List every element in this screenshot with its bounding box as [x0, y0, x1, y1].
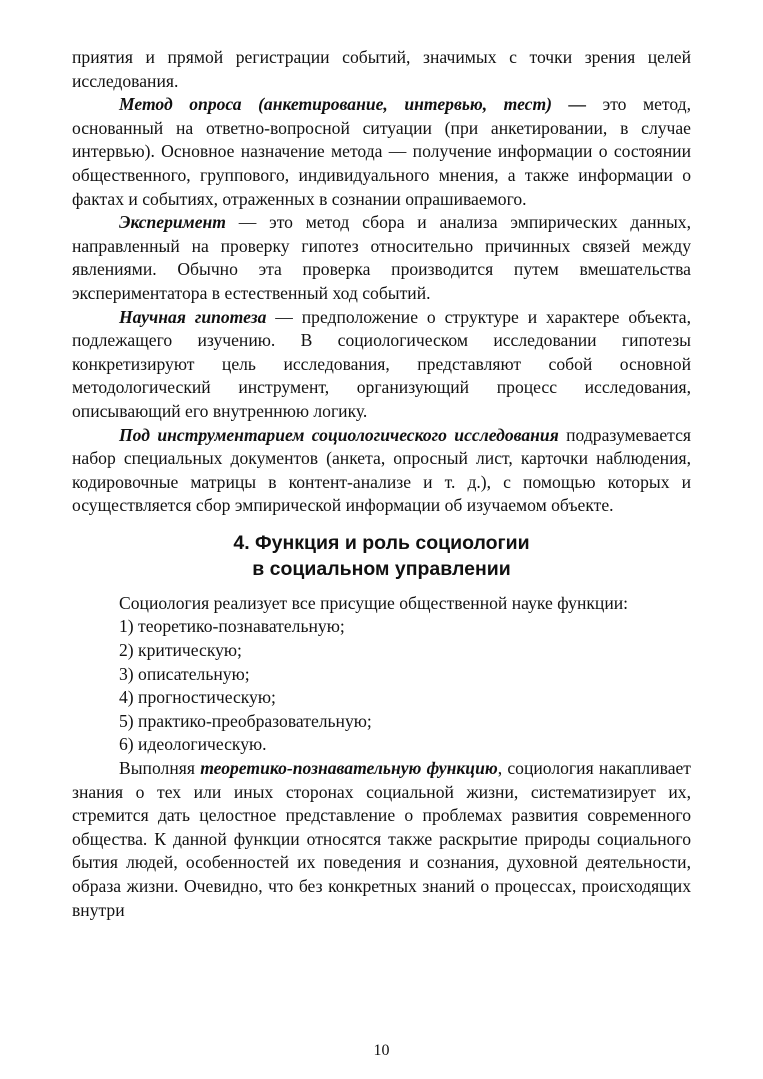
toolkit-paragraph [72, 424, 691, 518]
theory-function-paragraph [72, 757, 691, 922]
page-number: 10 [373, 1042, 390, 1059]
hypothesis-paragraph [72, 306, 691, 424]
survey-method-text: это метод, основанный на ответно-вопросной ситуации (при анкетировании, в случае интервью). Основное назначение метода — получение информации о состоянии общественного, группового, индивидуального мнения, а также информации о фактах и событиях, отраженных в сознании опрашиваемого. [72, 94, 692, 209]
hypothesis-term: Научная гипотеза [119, 306, 267, 327]
functions-intro-paragraph: Социология реализует все присущие общественной науке функции: [119, 592, 629, 613]
list-item: 6) идеологическую. [119, 734, 267, 755]
list-item: 4) прогностическую; [119, 687, 276, 708]
experiment-term: Эксперимент [119, 212, 226, 233]
experiment-text: — это метод сбора и анализа эмпирических данных, направленный на проверку гипотез относительно причинных связей между явлениями. Обычно эта проверка производится путем вмешательства экспериментатора в естественный ход событий. [72, 212, 691, 303]
list-item: 2) критическую; [119, 640, 242, 661]
theory-function-lead: Выполняя [119, 758, 201, 779]
section-title-line1: 4. Функция и роль социологии [233, 531, 530, 554]
toolkit-term: Под инструментарием социологического исследования [119, 424, 559, 445]
list-item: 1) теоретико-познавательную; [119, 616, 345, 637]
page-body [72, 46, 691, 922]
list-item: 3) описательную; [119, 663, 250, 684]
theory-function-text: , социология накапливает знания о тех или иных сторонах социальной жизни, систематизирует их, стремится дать целостное представление о проблемах развития современного общества. К данной функции относятся также раскрытие природы социального бытия людей, особенностей их поведения и сознания, духовной деятельности, образа жизни. Очевидно, что без конкретных знаний о процессах, происходящих внутри [72, 758, 691, 920]
section-title-line2: в социальном управлении [252, 557, 511, 580]
functions-list [72, 615, 691, 757]
section-heading [72, 530, 691, 582]
survey-method-paragraph [72, 93, 691, 211]
experiment-paragraph [72, 211, 691, 305]
survey-method-term: Метод опроса (анкетирование, интервью, тест) — [119, 94, 587, 115]
list-item: 5) практико-преобразовательную; [119, 710, 372, 731]
hypothesis-text: — предположение о структуре и характере объекта, подлежащего изучению. В социологическом исследовании гипотезы конкретизируют цель исследования, представляют собой основной методологический инструмент, организующий процесс исследования, описывающий его внутреннюю логику. [72, 306, 691, 421]
theory-function-term: теоретико-познавательную функцию [200, 758, 498, 779]
toolkit-text: подразумевается набор специальных документов (анкета, опросный лист, карточки наблюдения, кодировочные матрицы в контент-анализе и т. д.), с помощью которых и осуществляется сбор эмпирической информации об изучаемом объекте. [72, 424, 691, 516]
intro-continuation-paragraph: приятия и прямой регистрации событий, значимых с точки зрения целей исследования. [72, 47, 691, 91]
